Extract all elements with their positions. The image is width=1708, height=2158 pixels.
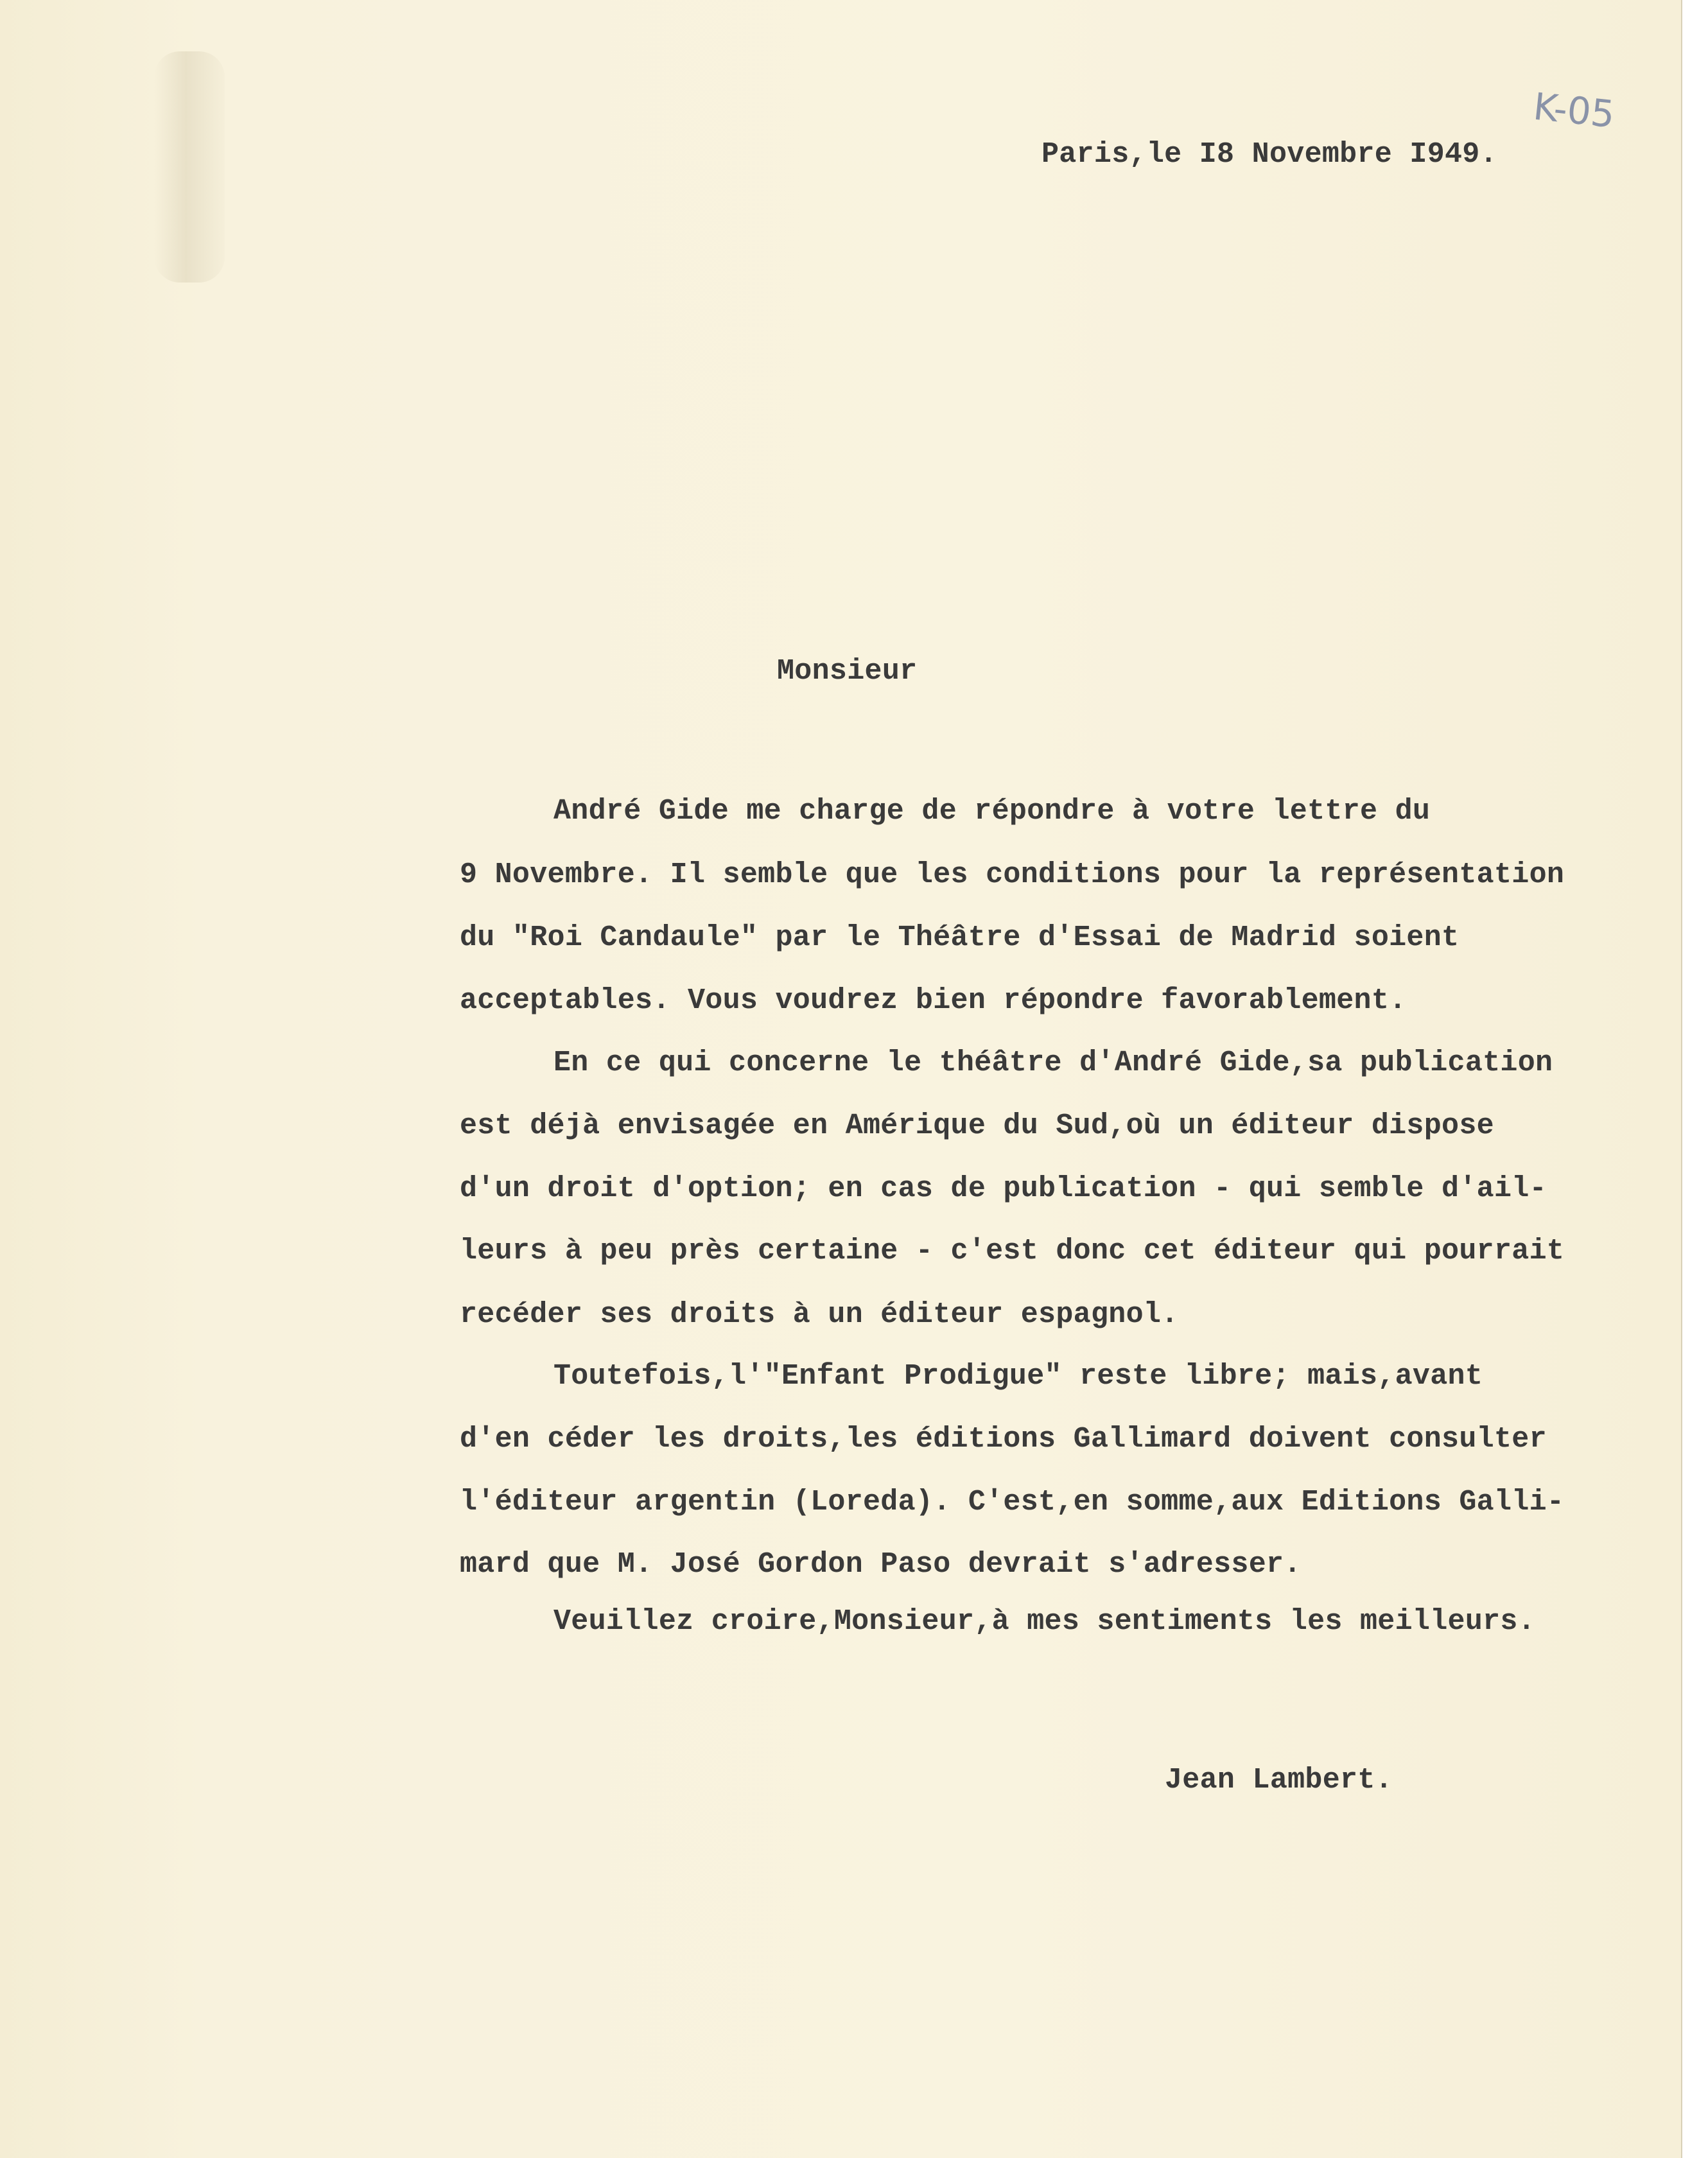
body-line: Veuillez croire,Monsieur,à mes sentiments les meilleurs. xyxy=(553,1605,1536,1638)
body-line: mard que M. José Gordon Paso devrait s'adresser. xyxy=(460,1548,1302,1581)
body-line: d'un droit d'option; en cas de publication - qui semble d'ail- xyxy=(460,1172,1547,1205)
body-line: En ce qui concerne le théâtre d'André Gide,sa publication xyxy=(553,1047,1553,1079)
body-line: du "Roi Candaule" par le Théâtre d'Essai de Madrid soient xyxy=(460,921,1460,954)
date-line: Paris,le I8 Novembre I949. xyxy=(1041,138,1497,171)
signature: Jean Lambert. xyxy=(1165,1764,1393,1797)
body-line: leurs à peu près certaine - c'est donc cet éditeur qui pourrait xyxy=(460,1235,1565,1267)
body-line: André Gide me charge de répondre à votre lettre du xyxy=(553,795,1431,828)
handwritten-annotation: K-05 xyxy=(1531,84,1617,137)
body-line: acceptables. Vous voudrez bien répondre favorablement. xyxy=(460,984,1407,1017)
body-line: d'en céder les droits,les éditions Gallimard doivent consulter xyxy=(460,1423,1547,1456)
body-line: recéder ses droits à un éditeur espagnol. xyxy=(460,1298,1179,1331)
salutation: Monsieur xyxy=(777,655,918,688)
body-line: 9 Novembre. Il semble que les conditions pour la représentation xyxy=(460,858,1565,891)
body-line: Toutefois,l'"Enfant Prodigue" reste libre; mais,avant xyxy=(553,1360,1483,1393)
body-line: est déjà envisagée en Amérique du Sud,où un éditeur dispose xyxy=(460,1109,1494,1142)
body-line: l'éditeur argentin (Loreda). C'est,en somme,aux Editions Galli- xyxy=(460,1486,1565,1518)
paper-fold-mark xyxy=(154,51,225,283)
